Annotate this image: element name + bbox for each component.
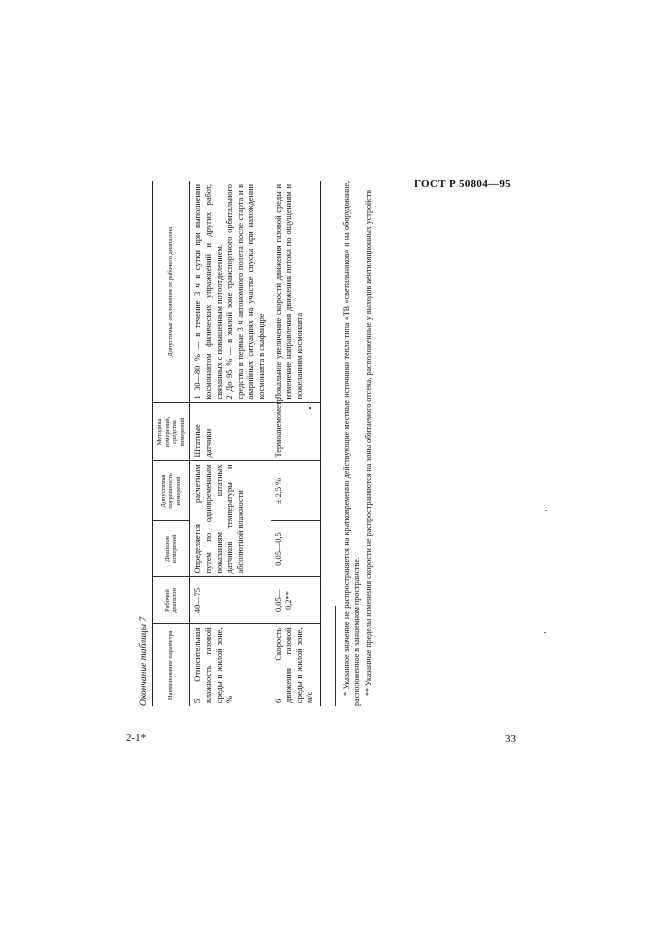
header-cell-parameter: Наименование параметра [167, 630, 175, 700]
rotated-table-block [136, 181, 426, 706]
method-text: Термоанемометр [273, 397, 283, 458]
cell-method [271, 397, 321, 461]
cell-deviations [190, 181, 271, 403]
margin-mark: 2-1* [126, 732, 147, 744]
cell-deviations [271, 181, 321, 403]
header-cell-working-range: Рабочий диапазон [153, 577, 190, 624]
table-caption: Окончание таблицы 7 [139, 616, 149, 706]
stray-mark: • [306, 406, 316, 410]
deviation-item: 1 30—80 % — в течение 3 ч в сутки при выполнении космонавтом физических упражнений и других работ, связанных с повышенным потоотделением. [193, 184, 224, 400]
footnote: * Указанное значение не распространяется на кратковременно действующие местные источники тепла типа «ТВ «светильников» и на оборудование, расположенное в заншемном пространстве. [341, 181, 362, 706]
table-row [190, 181, 271, 706]
page-number: 33 [505, 733, 516, 745]
cell-working-range: 0,05—0,2** [271, 577, 321, 624]
deviation-item: Локальное увеличение скорости движения газовой среды и изменение направления движения потока по ощущениям и пожеланиям космонавта [273, 184, 304, 400]
header-cell-method: Методика измерений, средства измерений [153, 403, 190, 461]
table-row [271, 181, 321, 706]
table-header-row [153, 181, 190, 706]
cell-working-range: 40—75 [190, 577, 271, 624]
cell-parameter-name: 5 Относительная влажность газовой среды в жилой зоне, % [193, 627, 235, 703]
footnote: ** Указанные пределы изменения скорости не распространяются на зоны обитаемого отсека, расположенные у выходов вентиляционных устройств [363, 189, 373, 696]
header-cell-measurement-range: Диапазон измерений [153, 521, 190, 577]
scan-speck [544, 632, 546, 633]
cell-parameter-name: 6 Скорость движения газовой среды в жилой зоне, м/с [273, 627, 315, 703]
table-7 [152, 181, 321, 706]
footnote-divider [335, 606, 336, 706]
document-code: ГОСТ Р 50804—95 [414, 178, 511, 190]
header-cell-deviations: Допустимые отклонения от рабочего диапазона [153, 181, 190, 403]
cell-measurement-range: 0,05—0,5 [271, 521, 321, 577]
header-cell-accuracy: Допустимая погрешность измерений [153, 461, 190, 521]
deviation-item: 2 До 95 % — в жилой зоне транспортного орбитального средства в первые 3 ч автономного полета после старта и в аварийных ситуациях на участке спуска при нахождении космонавта в скафандре [225, 184, 266, 400]
cell-measurement-range: Определяется расчетным путем по одновременным показаниям штатных датчиков температуры и абсолютной влажности [190, 461, 271, 577]
cell-method: Штатные датчики [190, 403, 271, 461]
cell-accuracy: ± 2,5 % [271, 461, 321, 521]
scan-speck [545, 510, 547, 511]
